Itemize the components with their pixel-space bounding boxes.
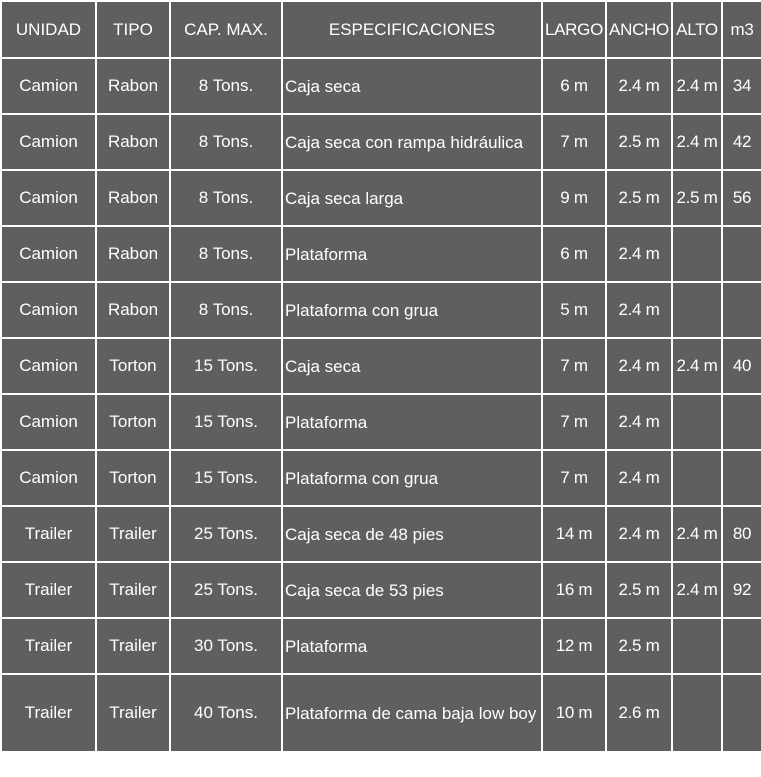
cell-tipo: Rabon xyxy=(96,282,170,338)
table-row xyxy=(1,674,761,752)
cell-especificaciones: Plataforma xyxy=(282,394,542,450)
cell-m3 xyxy=(722,618,761,674)
cell-m3: 40 xyxy=(722,338,761,394)
cell-cap-max: 15 Tons. xyxy=(170,394,282,450)
cell-tipo: Trailer xyxy=(96,674,170,752)
cell-especificaciones: Caja seca xyxy=(282,58,542,114)
table-row xyxy=(1,58,761,114)
cell-especificaciones: Plataforma xyxy=(282,618,542,674)
cell-m3: 34 xyxy=(722,58,761,114)
cell-ancho: 2.4 m xyxy=(606,226,672,282)
cell-largo: 7 m xyxy=(542,450,606,506)
cell-unidad: Camion xyxy=(1,114,96,170)
cell-unidad: Trailer xyxy=(1,618,96,674)
cell-m3: 92 xyxy=(722,562,761,618)
cell-cap-max: 8 Tons. xyxy=(170,114,282,170)
cell-ancho: 2.5 m xyxy=(606,114,672,170)
cell-ancho: 2.6 m xyxy=(606,674,672,752)
cell-tipo: Rabon xyxy=(96,58,170,114)
cell-especificaciones: Caja seca de 48 pies xyxy=(282,506,542,562)
header-m3: m3 xyxy=(722,1,761,58)
table-row xyxy=(1,394,761,450)
cell-alto xyxy=(672,450,722,506)
cell-cap-max: 25 Tons. xyxy=(170,506,282,562)
cell-unidad: Camion xyxy=(1,450,96,506)
header-alto: ALTO xyxy=(672,1,722,58)
cell-unidad: Camion xyxy=(1,58,96,114)
cell-alto xyxy=(672,394,722,450)
cell-ancho: 2.5 m xyxy=(606,170,672,226)
cell-m3: 42 xyxy=(722,114,761,170)
table-row xyxy=(1,170,761,226)
cell-alto xyxy=(672,618,722,674)
cell-ancho: 2.4 m xyxy=(606,394,672,450)
cell-unidad: Trailer xyxy=(1,506,96,562)
cell-largo: 7 m xyxy=(542,394,606,450)
cell-cap-max: 30 Tons. xyxy=(170,618,282,674)
cell-largo: 16 m xyxy=(542,562,606,618)
cell-alto xyxy=(672,674,722,752)
cell-m3: 56 xyxy=(722,170,761,226)
header-tipo: TIPO xyxy=(96,1,170,58)
cell-alto xyxy=(672,226,722,282)
cell-cap-max: 8 Tons. xyxy=(170,170,282,226)
header-especificaciones: ESPECIFICACIONES xyxy=(282,1,542,58)
cell-ancho: 2.4 m xyxy=(606,58,672,114)
cell-unidad: Trailer xyxy=(1,674,96,752)
cell-tipo: Rabon xyxy=(96,170,170,226)
cell-tipo: Torton xyxy=(96,394,170,450)
header-unidad: UNIDAD xyxy=(1,1,96,58)
cell-m3 xyxy=(722,450,761,506)
cell-largo: 12 m xyxy=(542,618,606,674)
cell-especificaciones: Plataforma con grua xyxy=(282,282,542,338)
table-row xyxy=(1,618,761,674)
cell-tipo: Trailer xyxy=(96,506,170,562)
cell-especificaciones: Plataforma xyxy=(282,226,542,282)
cell-alto xyxy=(672,282,722,338)
cell-ancho: 2.4 m xyxy=(606,450,672,506)
cell-largo: 10 m xyxy=(542,674,606,752)
cell-alto: 2.5 m xyxy=(672,170,722,226)
cell-tipo: Trailer xyxy=(96,562,170,618)
cell-ancho: 2.4 m xyxy=(606,282,672,338)
cell-unidad: Camion xyxy=(1,394,96,450)
table-row xyxy=(1,506,761,562)
cell-m3 xyxy=(722,282,761,338)
cell-unidad: Camion xyxy=(1,282,96,338)
cell-unidad: Camion xyxy=(1,338,96,394)
cell-ancho: 2.5 m xyxy=(606,618,672,674)
table-row xyxy=(1,114,761,170)
cell-cap-max: 25 Tons. xyxy=(170,562,282,618)
table-row xyxy=(1,338,761,394)
cell-especificaciones: Caja seca xyxy=(282,338,542,394)
cell-largo: 9 m xyxy=(542,170,606,226)
cell-alto: 2.4 m xyxy=(672,338,722,394)
cell-especificaciones: Plataforma de cama baja low boy xyxy=(282,674,542,752)
cell-alto: 2.4 m xyxy=(672,114,722,170)
cell-tipo: Rabon xyxy=(96,114,170,170)
cell-cap-max: 15 Tons. xyxy=(170,450,282,506)
cell-especificaciones: Caja seca con rampa hidráulica xyxy=(282,114,542,170)
cell-unidad: Trailer xyxy=(1,562,96,618)
table-row xyxy=(1,450,761,506)
table-body xyxy=(1,58,761,752)
cell-largo: 5 m xyxy=(542,282,606,338)
cell-largo: 6 m xyxy=(542,58,606,114)
table-row xyxy=(1,226,761,282)
cell-tipo: Trailer xyxy=(96,618,170,674)
cell-m3 xyxy=(722,226,761,282)
cell-especificaciones: Plataforma con grua xyxy=(282,450,542,506)
cell-alto: 2.4 m xyxy=(672,506,722,562)
cell-tipo: Torton xyxy=(96,450,170,506)
cell-m3 xyxy=(722,394,761,450)
cell-cap-max: 8 Tons. xyxy=(170,58,282,114)
cell-largo: 7 m xyxy=(542,338,606,394)
cell-cap-max: 15 Tons. xyxy=(170,338,282,394)
cell-especificaciones: Caja seca de 53 pies xyxy=(282,562,542,618)
header-largo: LARGO xyxy=(542,1,606,58)
cell-ancho: 2.4 m xyxy=(606,506,672,562)
cell-unidad: Camion xyxy=(1,226,96,282)
cell-ancho: 2.5 m xyxy=(606,562,672,618)
cell-unidad: Camion xyxy=(1,170,96,226)
cell-cap-max: 8 Tons. xyxy=(170,226,282,282)
table-row xyxy=(1,562,761,618)
cell-especificaciones: Caja seca larga xyxy=(282,170,542,226)
cell-alto: 2.4 m xyxy=(672,58,722,114)
cell-largo: 14 m xyxy=(542,506,606,562)
table-row xyxy=(1,282,761,338)
cell-tipo: Rabon xyxy=(96,226,170,282)
cell-largo: 7 m xyxy=(542,114,606,170)
table-header-row xyxy=(1,1,761,58)
cell-tipo: Torton xyxy=(96,338,170,394)
cell-largo: 6 m xyxy=(542,226,606,282)
cell-cap-max: 8 Tons. xyxy=(170,282,282,338)
cell-ancho: 2.4 m xyxy=(606,338,672,394)
cell-cap-max: 40 Tons. xyxy=(170,674,282,752)
header-ancho: ANCHO xyxy=(606,1,672,58)
cell-alto: 2.4 m xyxy=(672,562,722,618)
cell-m3 xyxy=(722,674,761,752)
header-cap-max: CAP. MAX. xyxy=(170,1,282,58)
cell-m3: 80 xyxy=(722,506,761,562)
